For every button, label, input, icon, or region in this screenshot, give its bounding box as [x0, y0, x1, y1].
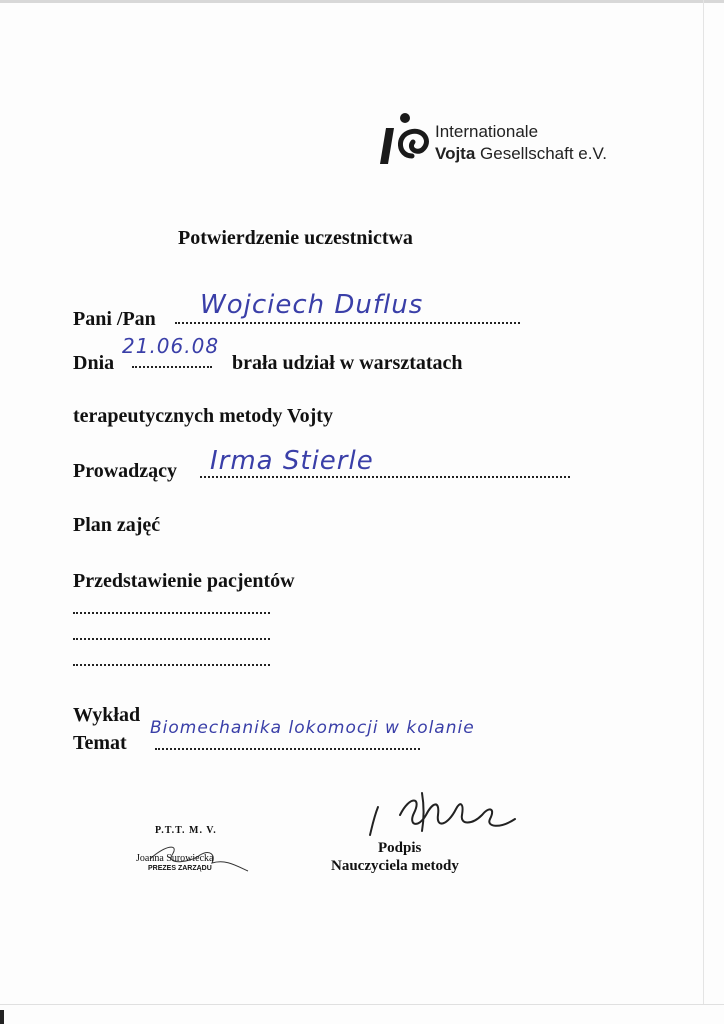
logo-text-line2	[435, 144, 607, 164]
page-edge-right	[703, 0, 704, 1004]
page-edge-top	[0, 0, 724, 3]
organization-stamp	[120, 825, 260, 885]
signature-label: Podpis	[378, 840, 422, 856]
leader-dotted-line	[200, 476, 570, 478]
teacher-signature	[360, 785, 530, 845]
date-dotted-line	[132, 366, 212, 368]
name-handwritten: Wojciech Duflus	[200, 290, 424, 320]
plan-label: Plan zajęć	[73, 514, 161, 536]
scan-corner-mark	[0, 1010, 4, 1024]
logo-text-gesellschaft: Gesellschaft e.V.	[475, 144, 607, 163]
lecture-label: Wykład	[73, 704, 141, 726]
stamp-role: PREZES ZARZĄDU	[148, 865, 212, 872]
vojta-logo	[380, 112, 620, 172]
patients-label: Przedstawienie pacjentów	[73, 570, 295, 592]
workshop-text: terapeutycznych metody Vojty	[73, 405, 333, 427]
vojta-logo-icon	[380, 112, 432, 168]
stamp-organization: P.T.T. M. V.	[155, 825, 217, 836]
page-edge-bottom	[0, 1004, 724, 1005]
stamp-name: Joanna Surowiecka	[136, 853, 214, 864]
patients-dotted-line-2	[73, 638, 270, 640]
date-handwritten: 21.06.08	[122, 334, 220, 358]
date-label: Dnia	[73, 352, 115, 374]
took-part-text: brała udział w warsztatach	[232, 352, 463, 374]
leader-label: Prowadzący	[73, 460, 178, 482]
topic-handwritten: Biomechanika lokomocji w kolanie	[150, 718, 475, 738]
logo-text-line1: Internationale	[435, 122, 539, 141]
topic-label: Temat	[73, 732, 127, 754]
patients-dotted-line-3	[73, 664, 270, 666]
leader-handwritten: Irma Stierle	[210, 446, 374, 476]
name-dotted-line	[175, 322, 520, 324]
signature-image	[360, 785, 530, 845]
signature-role-label: Nauczyciela metody	[331, 858, 459, 874]
name-label: Pani /Pan	[73, 308, 156, 330]
document-title: Potwierdzenie uczestnictwa	[178, 227, 413, 249]
patients-dotted-line-1	[73, 612, 270, 614]
logo-text-vojta: Vojta	[435, 144, 476, 163]
topic-dotted-line	[155, 748, 420, 750]
